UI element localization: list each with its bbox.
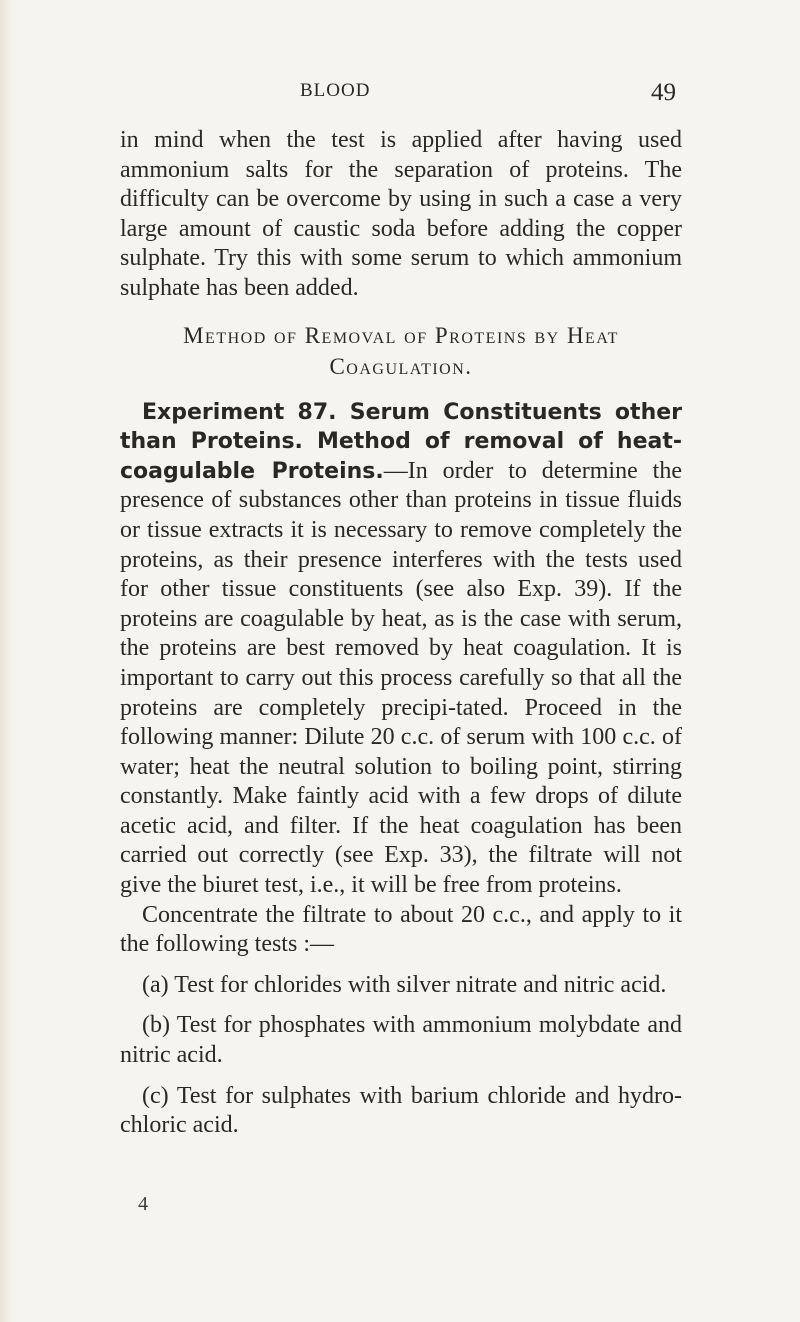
test-text-c: Test for sulphates with barium chloride and hydro-chloric acid. — [120, 1082, 682, 1139]
experiment-title: Experiment 87. Serum Constituents other than Proteins. Method of removal of heat-coagulable Proteins. — [120, 399, 682, 484]
test-text-a: Test for chlorides with silver nitrate and nitric acid. — [174, 971, 667, 998]
section-heading-line-2: Coagulation. — [329, 353, 473, 379]
page-content — [120, 126, 682, 1141]
test-item-c — [120, 1082, 682, 1141]
test-item-a — [120, 971, 682, 1001]
page-edge-shadow — [0, 0, 18, 1322]
printer-signature: 4 — [138, 1193, 148, 1215]
section-heading — [120, 320, 682, 382]
test-label-a: (a) — [142, 971, 169, 998]
experiment-text: —In order to determine the presence of substances other than proteins in tissue fluids or tissue extracts it is necessary to remove completely the proteins, as their presence interferes with the tests used for other tissue constituents (see also Exp. 39). If the proteins are coagulable by heat, as is the case with serum, the proteins are best removed by heat coagulation. It is important to carry out this process carefully so that all the proteins are completely precipi-tated. Proceed in the following manner: Dilute 20 c.c. of serum with 100 c.c. of water; heat the neutral solution to boiling point, stirring constantly. Make faintly acid with a few drops of dilute acetic acid, and filter. If the heat coagulation has been carried out correctly (see Exp. 33), the filtrate will not give the biuret test, i.e., it will be free from proteins. — [120, 457, 682, 899]
experiment-paragraph — [120, 398, 682, 901]
test-label-c: (c) — [142, 1082, 169, 1109]
page-number: 49 — [651, 79, 676, 106]
test-text-b: Test for phosphates with ammonium molybdate and nitric acid. — [120, 1012, 682, 1069]
concentrate-paragraph: Concentrate the filtrate to about 20 c.c., and apply to it the following tests :— — [120, 901, 682, 958]
running-head: BLOOD — [300, 80, 371, 101]
intro-paragraph: in mind when the test is applied after having used ammonium salts for the separation of proteins. The difficulty can be overcome by using in such a case a very large amount of caustic soda before adding the copper sulphate. Try this with some serum to which ammonium sulphate has been added. — [120, 127, 682, 301]
test-label-b: (b) — [142, 1012, 170, 1039]
test-item-b — [120, 1011, 682, 1070]
section-heading-line-1: Method of Removal of Proteins by Heat — [183, 322, 619, 348]
